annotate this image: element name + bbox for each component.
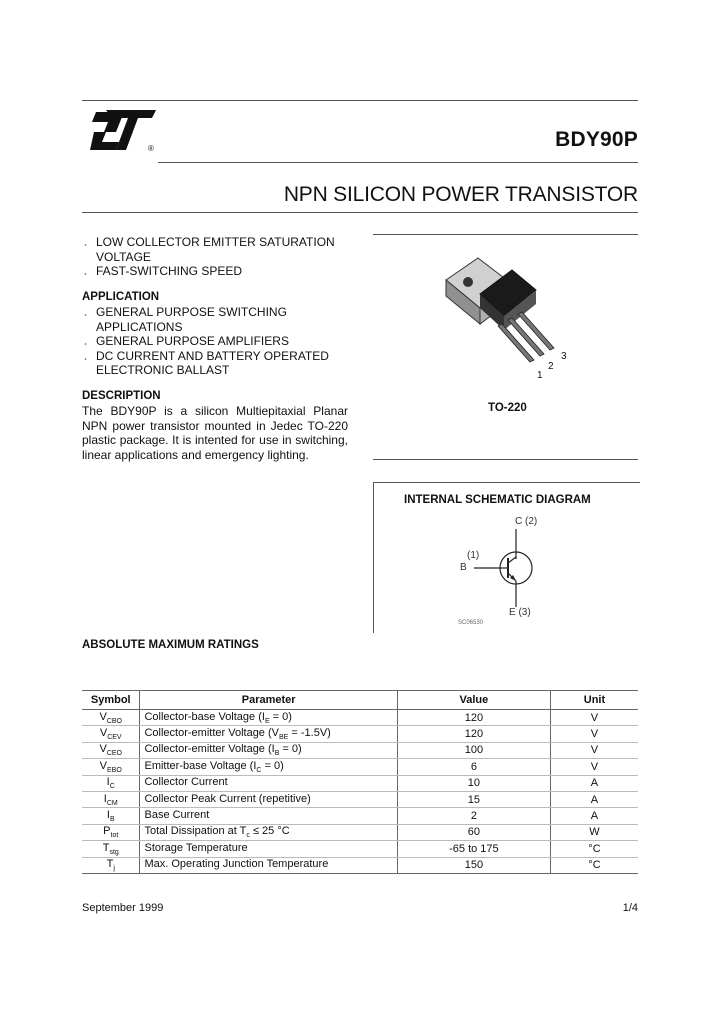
pin-label: 2 xyxy=(548,361,554,372)
feature-item: ¸ FAST-SWITCHING SPEED xyxy=(82,264,352,279)
table-row xyxy=(82,824,638,840)
package-label: TO-220 xyxy=(488,402,527,414)
symbol-cell: $V_{CEV}$ xyxy=(82,726,140,742)
symbol-cell: $V_{CEO}$ xyxy=(82,742,140,758)
symbol-cell: $P_{tot}$ xyxy=(82,824,140,840)
parameter-cell: Storage Temperature xyxy=(140,841,397,857)
application-item: ¸ DC CURRENT AND BATTERY OPERATED ELECTRONIC BALLAST xyxy=(82,349,352,378)
package-bottom-rule xyxy=(373,459,638,460)
parameter-cell: Collector Current xyxy=(140,775,397,791)
unit-cell: A xyxy=(550,808,638,824)
base-label: B xyxy=(460,562,467,573)
value-cell: 10 xyxy=(397,775,550,791)
parameter-cell: Base Current xyxy=(140,808,397,824)
document-title: NPN SILICON POWER TRANSISTOR xyxy=(283,183,638,206)
base-number-label: (1) xyxy=(467,550,480,561)
application-item: ¸ GENERAL PURPOSE AMPLIFIERS xyxy=(82,334,352,349)
value-cell: 100 xyxy=(397,742,550,758)
parameter-cell: Total Dissipation at $T_c \le 25$ °C xyxy=(140,824,397,840)
table-row xyxy=(82,775,638,791)
title-rule xyxy=(158,162,638,163)
symbol-cell: $T_{stg}$ xyxy=(82,841,140,857)
column-header-parameter: Parameter xyxy=(140,691,397,710)
column-header-symbol: Symbol xyxy=(82,691,140,710)
table-row xyxy=(82,742,638,758)
st-logo xyxy=(86,106,162,158)
value-cell: 120 xyxy=(397,726,550,742)
table-row xyxy=(82,808,638,824)
application-heading: APPLICATION xyxy=(82,291,160,303)
pin-label: 3 xyxy=(561,351,567,362)
value-cell: 2 xyxy=(397,808,550,824)
symbol-cell: $I_B$ xyxy=(82,808,140,824)
unit-cell: V xyxy=(550,759,638,775)
description-heading: DESCRIPTION xyxy=(82,390,161,402)
ratings-table xyxy=(82,690,638,874)
registered-mark: ® xyxy=(148,144,154,153)
value-cell: 15 xyxy=(397,791,550,807)
parameter-cell: Max. Operating Junction Temperature xyxy=(140,857,397,873)
column-header-unit: Unit xyxy=(550,691,638,710)
unit-cell: V xyxy=(550,742,638,758)
table-row xyxy=(82,759,638,775)
unit-cell: A xyxy=(550,775,638,791)
features-list xyxy=(82,235,352,279)
unit-cell: °C xyxy=(550,857,638,873)
parameter-cell: Collector-base Voltage $(I_E = 0)$ xyxy=(140,710,397,726)
schematic-code: SC06530 xyxy=(458,620,484,626)
collector-label: C (2) xyxy=(515,516,538,527)
symbol-cell: $V_{CBO}$ xyxy=(82,710,140,726)
value-cell: 60 xyxy=(397,824,550,840)
table-row xyxy=(82,841,638,857)
value-cell: -65 to 175 xyxy=(397,841,550,857)
unit-cell: °C xyxy=(550,841,638,857)
description-text: The BDY90P is a silicon Multiepitaxial Planar NPN power transistor mounted in Jedec TO-220 plastic package. It is intented for use in switching, linear applications and emergency lighting. xyxy=(82,404,348,463)
footer-page: 1/4 xyxy=(622,902,638,914)
package-top-rule xyxy=(373,234,638,235)
pin-label: 1 xyxy=(537,370,543,381)
symbol-cell: $I_C$ xyxy=(82,775,140,791)
unit-cell: V xyxy=(550,710,638,726)
to220-package-illustration xyxy=(438,250,578,380)
parameter-cell: Emitter-base Voltage $(I_C = 0)$ xyxy=(140,759,397,775)
top-rule xyxy=(82,100,638,101)
table-row xyxy=(82,791,638,807)
application-list xyxy=(82,305,352,378)
table-header-row xyxy=(82,691,638,710)
part-number: BDY90P xyxy=(555,128,638,151)
schematic-title: INTERNAL SCHEMATIC DIAGRAM xyxy=(404,494,591,506)
title-underline xyxy=(82,212,638,213)
emitter-label: E (3) xyxy=(509,607,531,618)
feature-item: ¸ LOW COLLECTOR EMITTER SATURATION VOLTAGE xyxy=(82,235,352,264)
value-cell: 120 xyxy=(397,710,550,726)
unit-cell: W xyxy=(550,824,638,840)
footer-date: September 1999 xyxy=(82,902,164,914)
parameter-cell: Collector Peak Current (repetitive) xyxy=(140,791,397,807)
value-cell: 6 xyxy=(397,759,550,775)
symbol-cell: $V_{EBO}$ xyxy=(82,759,140,775)
unit-cell: V xyxy=(550,726,638,742)
parameter-cell: Collector-emitter Voltage $(I_B = 0)$ xyxy=(140,742,397,758)
ratings-heading: ABSOLUTE MAXIMUM RATINGS xyxy=(82,639,259,651)
table-row xyxy=(82,857,638,873)
symbol-cell: $I_{CM}$ xyxy=(82,791,140,807)
application-item: ¸ GENERAL PURPOSE SWITCHING APPLICATIONS xyxy=(82,305,352,334)
column-header-value: Value xyxy=(397,691,550,710)
symbol-cell: $T_j$ xyxy=(82,857,140,873)
value-cell: 150 xyxy=(397,857,550,873)
unit-cell: A xyxy=(550,791,638,807)
parameter-cell: Collector-emitter Voltage $(V_{BE} = -1.5V)$ xyxy=(140,726,397,742)
table-row xyxy=(82,710,638,726)
table-row xyxy=(82,726,638,742)
